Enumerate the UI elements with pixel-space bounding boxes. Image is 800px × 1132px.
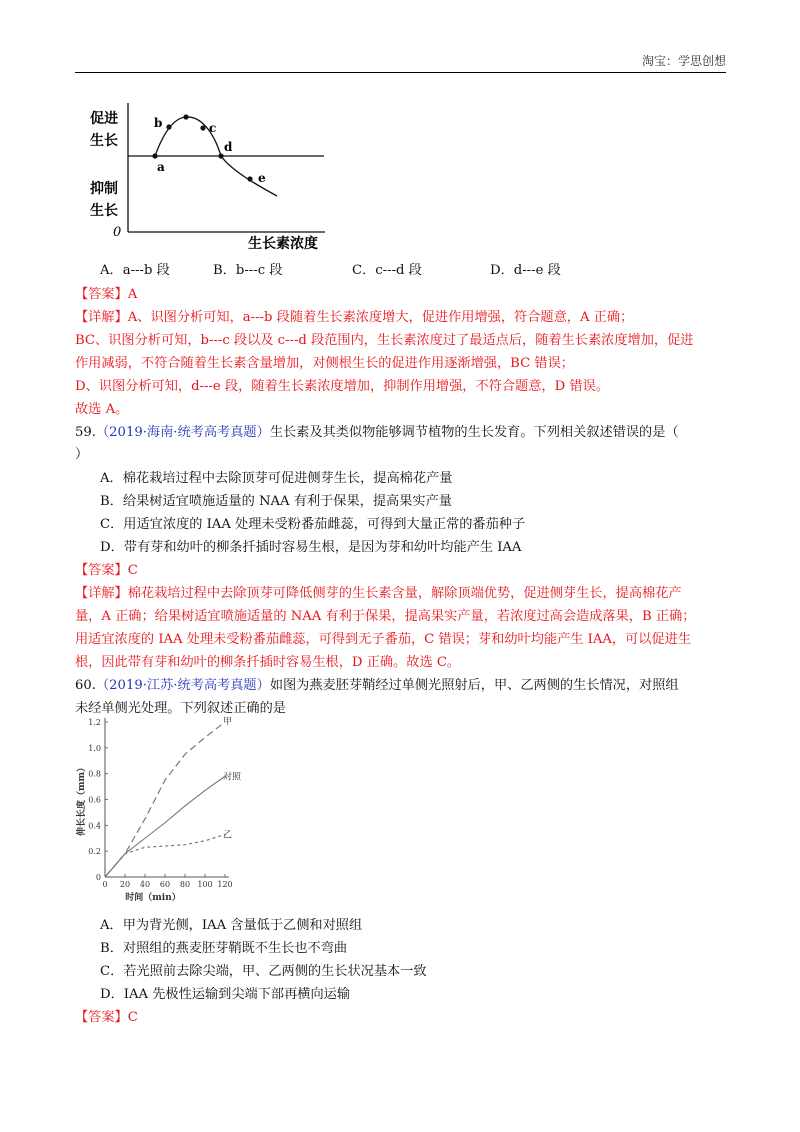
point-e-label: e: [258, 171, 266, 185]
growth-chart: [75, 712, 255, 912]
point-c-label: c: [209, 121, 217, 135]
y-bottom-label-2: 生长: [90, 203, 118, 219]
series-line-2: [105, 776, 225, 877]
q59-stem-line-2: ）: [75, 447, 89, 462]
x-axis-label: 生长素浓度: [248, 236, 318, 252]
chart-y-label: 伸长长度（mm）: [77, 762, 87, 837]
x-tick-label: 40: [139, 880, 151, 889]
q59-option-c: C．用适宜浓度的 IAA 处理未受粉番茄雌蕊，可得到大量正常的番茄种子: [100, 517, 526, 532]
x-tick-label: 60: [159, 880, 171, 889]
x-tick-label: 120: [217, 880, 233, 889]
q59-stem-text: 生长素及其类似物能够调节植物的生长发育。下列相关叙述错误的是（: [269, 425, 679, 440]
series-label-2: 对照: [223, 772, 242, 783]
auxin-concentration-graph: [85, 98, 335, 258]
point-c-marker: [200, 125, 205, 130]
q58-explain-4: D、识图分析可知，d---e 段，随着生长素浓度增加，抑制作用增强，不符合题意，D 错误。: [75, 379, 609, 394]
y-tick-label: 0.2: [88, 847, 101, 857]
q59-option-a: A．棉花栽培过程中去除顶芽可促进侧芽生长，提高棉花产量: [100, 471, 453, 486]
q58-explain-5: 故选 A。: [75, 402, 129, 417]
y-tick-label: 0.6: [88, 795, 101, 805]
q59-number: 59.: [75, 425, 96, 440]
q59-option-d: D．带有芽和幼叶的柳条扦插时容易生根，是因为芽和幼叶均能产生 IAA: [100, 540, 522, 555]
point-a-marker: [152, 153, 157, 158]
q60-answer: 【答案】C: [75, 1010, 138, 1025]
q60-stem-text: 如图为燕麦胚芽鞘经过单侧光照射后，甲、乙两侧的生长情况，对照组: [269, 678, 679, 693]
point-d-label: d: [224, 140, 233, 154]
q58-explain-3: 作用减弱，不符合随着生长素含量增加，对侧根生长的促进作用逐渐增强，BC 错误；: [75, 356, 574, 371]
y-top-label-1: 促进: [90, 111, 118, 127]
x-tick-label: 80: [179, 880, 191, 889]
point-b-marker: [166, 124, 171, 129]
y-tick-label: 0: [95, 873, 101, 882]
point-d-marker: [218, 153, 223, 158]
q58-option-a: A．a---b 段: [100, 263, 170, 278]
x-tick-label: 0: [102, 880, 108, 889]
q58-option-b: B．b---c 段: [213, 263, 283, 278]
q60-stem-line-1: [75, 675, 679, 697]
series-label-3: 乙: [223, 830, 233, 841]
y-tick-label: 1.0: [88, 743, 101, 753]
q60-source: （2019·江苏·统考高考真题）: [95, 678, 270, 693]
origin-label: 0: [113, 225, 122, 240]
point-a-label: a: [157, 160, 165, 174]
x-tick-label: 20: [119, 880, 131, 889]
q60-option-a: A．甲为背光侧，IAA 含量低于乙侧和对照组: [100, 918, 363, 933]
point-peak-marker: [183, 114, 188, 119]
q59-explain-4: 根，因此带有芽和幼叶的柳条扦插时容易生根，D 正确。故选 C。: [75, 655, 461, 670]
q59-source: （2019·海南·统考高考真题）: [95, 425, 270, 440]
q59-explain-2: 量，A 正确；给果树适宜喷施适量的 NAA 有利于保果，提高果实产量，若浓度过高会造成落果，B 正确；: [75, 609, 696, 624]
y-top-label-2: 生长: [90, 133, 118, 149]
q58-explain-2: BC、识图分析可知，b---c 段以及 c---d 段范围内，生长素浓度过了最适点后，随着生长素浓度增加，促进: [75, 333, 694, 348]
q60-stem-line-2: 未经单侧光处理。下列叙述正确的是: [75, 701, 286, 716]
series-line-1: [105, 722, 225, 877]
q60-option-b: B．对照组的燕麦胚芽鞘既不生长也不弯曲: [100, 941, 348, 956]
q59-answer: 【答案】C: [75, 563, 138, 578]
q59-explain-1: 【详解】棉花栽培过程中去除顶芽可降低侧芽的生长素含量，解除顶端优势，促进侧芽生长，提高棉花产: [75, 586, 682, 601]
x-tick-label: 100: [197, 880, 213, 889]
q58-explain-1: 【详解】A、识图分析可知，a---b 段随着生长素浓度增大，促进作用增强，符合题意，A 正确；: [75, 310, 634, 325]
q60-option-d: D．IAA 先极性运输到尖端下部再横向运输: [100, 987, 351, 1002]
q60-number: 60.: [75, 678, 96, 693]
q60-option-c: C．若光照前去除尖端，甲、乙两侧的生长状况基本一致: [100, 964, 427, 979]
header-text: 淘宝：学思创想: [641, 54, 726, 68]
series-label-1: 甲: [223, 717, 233, 727]
q58-answer: 【答案】A: [75, 287, 138, 302]
q58-option-d: D．d---e 段: [490, 263, 561, 278]
point-e-marker: [247, 176, 252, 181]
y-bottom-label-1: 抑制: [90, 181, 118, 197]
y-tick-label: 0.8: [88, 769, 101, 779]
y-tick-label: 1.2: [88, 718, 101, 727]
chart-x-label: 时间（min）: [125, 893, 181, 903]
q59-option-b: B．给果树适宜喷施适量的 NAA 有利于保果，提高果实产量: [100, 494, 452, 509]
q59-explain-3: 用适宜浓度的 IAA 处理未受粉番茄雌蕊，可得到无子番茄，C 错误；芽和幼叶均能产生 IAA，可以促进生: [75, 632, 692, 647]
page-header: [75, 50, 726, 73]
q59-stem-line-1: [75, 422, 679, 444]
y-tick-label: 0.4: [88, 821, 101, 831]
point-b-label: b: [154, 116, 163, 130]
q58-option-c: C．c---d 段: [352, 263, 422, 278]
